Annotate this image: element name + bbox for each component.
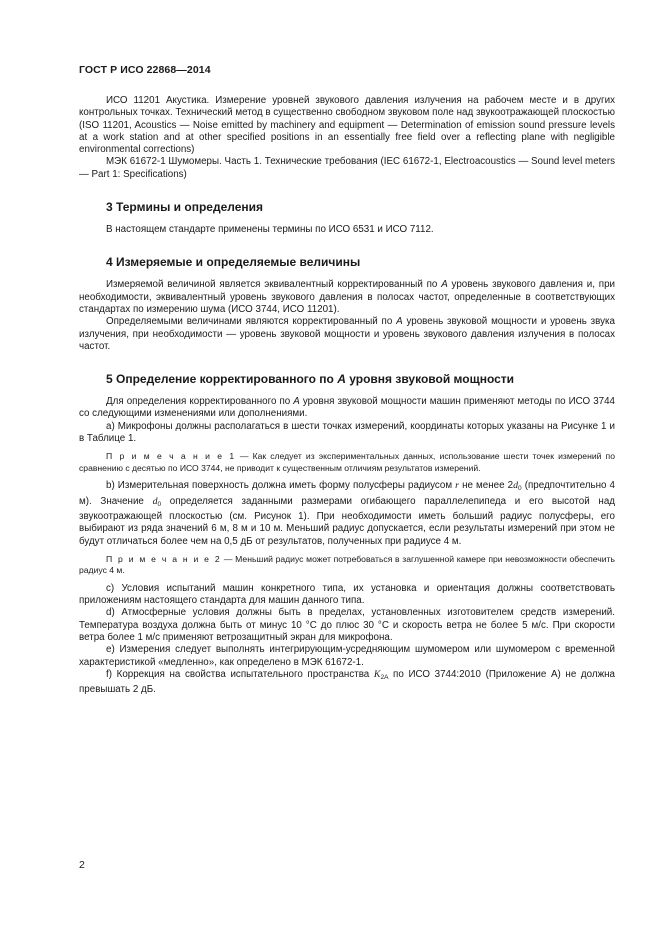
item-a: а) Микрофоны должны располагаться в шести точках измерений, координаты которых указаны на Рисунке 1 и в Таблице 1.: [79, 420, 615, 445]
section-3-paragraph: В настоящем стандарте применены термины по ИСО 6531 и ИСО 7112.: [106, 224, 434, 236]
item-e: e) Измерения следует выполнять интегрирующим-усредняющим шумомером или шумомером с временной характеристикой «медленно», как определено в МЭК 61672-1.: [79, 644, 615, 668]
item-c: c) Условия испытаний машин конкретного типа, их установка и ориентация должны соответствовать приложениям настоящего стандарта для машин данного типа.: [79, 582, 616, 607]
section-4-heading: 4 Измеряемые и определяемые величины: [106, 255, 361, 270]
section-4-paragraph-2: Определяемыми величинами являются корректированный по А уровень звуковой мощности и уровень звука излучения, при необходимости — уровень звуковой мощности и уровень звукового давления излучения в полосах частот.: [79, 316, 616, 352]
page-header: ГОСТ Р ИСО 22868—2014: [79, 64, 211, 76]
note-2: П р и м е ч а н и е 2 — Меньший радиус может потребоваться в заглушенной камере при невозможности обеспечить радиус 4 м.: [79, 553, 615, 576]
section-5-heading: 5 Определение корректированного по А уровня звуковой мощности: [106, 372, 515, 387]
item-d: d) Атмосферные условия должны быть в пределах, установленных изготовителем средств измерений. Температура воздуха должна быть от минус 10 °С до плюс 30 °С и скорость ветра не более 5 м/с. При скорости ветра более 1 м/с применяют ветрозащитный экран для микрофона.: [79, 607, 615, 644]
section-5-intro: Для определения корректированного по А уровня звуковой мощности машин применяют методы по ИСО 3744 со следующими изменениями или дополнениями.: [79, 396, 615, 420]
ref-iec-61672: МЭК 61672-1 Шумомеры. Часть 1. Технические требования (IEC 61672-1, Electroacoustics — Sound level meters — Part 1: Specifications): [79, 156, 615, 180]
page-body: [79, 95, 615, 697]
item-b: b) Измерительная поверхность должна иметь форму полусферы радиусом r не менее $2d_0$ (предпочтительно 4 м). Значение $d_0$ определяется заданными размерами огибающего параллелепипеда и его высотой над звукоотражающей плоскостью (см. Рисунок 1). При необходимости иметь больший радиус полусферы, его выбирают из ряда значений 6 м, 8 м и 10 м. Меньший радиус допускается, если результаты измерений при этом не будут отличаться более чем на 0,5 дБ от результатов, полученных при радиусе 4 м.: [79, 480, 616, 547]
page-number: 2: [79, 859, 85, 871]
item-f: f) Коррекция на свойства испытательного пространства $K_{2A}$ по ИСО 3744:2010 (Приложение А) не должна превышать 2 дБ.: [79, 668, 615, 696]
section-3-heading: 3 Термины и определения: [106, 200, 264, 215]
section-4-paragraph-1: Измеряемой величиной является эквивалентный корректированный по А уровень звукового давления и, при необходимости, эквивалентный уровень звукового давления в полосах частот, определенные в соответствующих стандартах по измерению шума (ИСО 3744, ИСО 11201).: [79, 279, 615, 315]
ref-iso-11201: ИСО 11201 Акустика. Измерение уровней звукового давления излучения на рабочем месте и в других контрольных точках. Технический метод в существенно свободном звуковом поле над звукоотражающей плоскостью (ISO 11201, Acoustics — Noise emitted by machinery and equipment — Determination of emission sound pressure levels at a work station and at other specified positions in an essentially free field over a reflecting plane with negligible environmental corrections): [79, 95, 615, 156]
note-1: П р и м е ч а н и е 1 — Как следует из экспериментальных данных, использование шести точек измерений по сравнению с десятью по ИСО 3744, не приводит к существенным отличиям результатов измерений.: [79, 451, 615, 473]
